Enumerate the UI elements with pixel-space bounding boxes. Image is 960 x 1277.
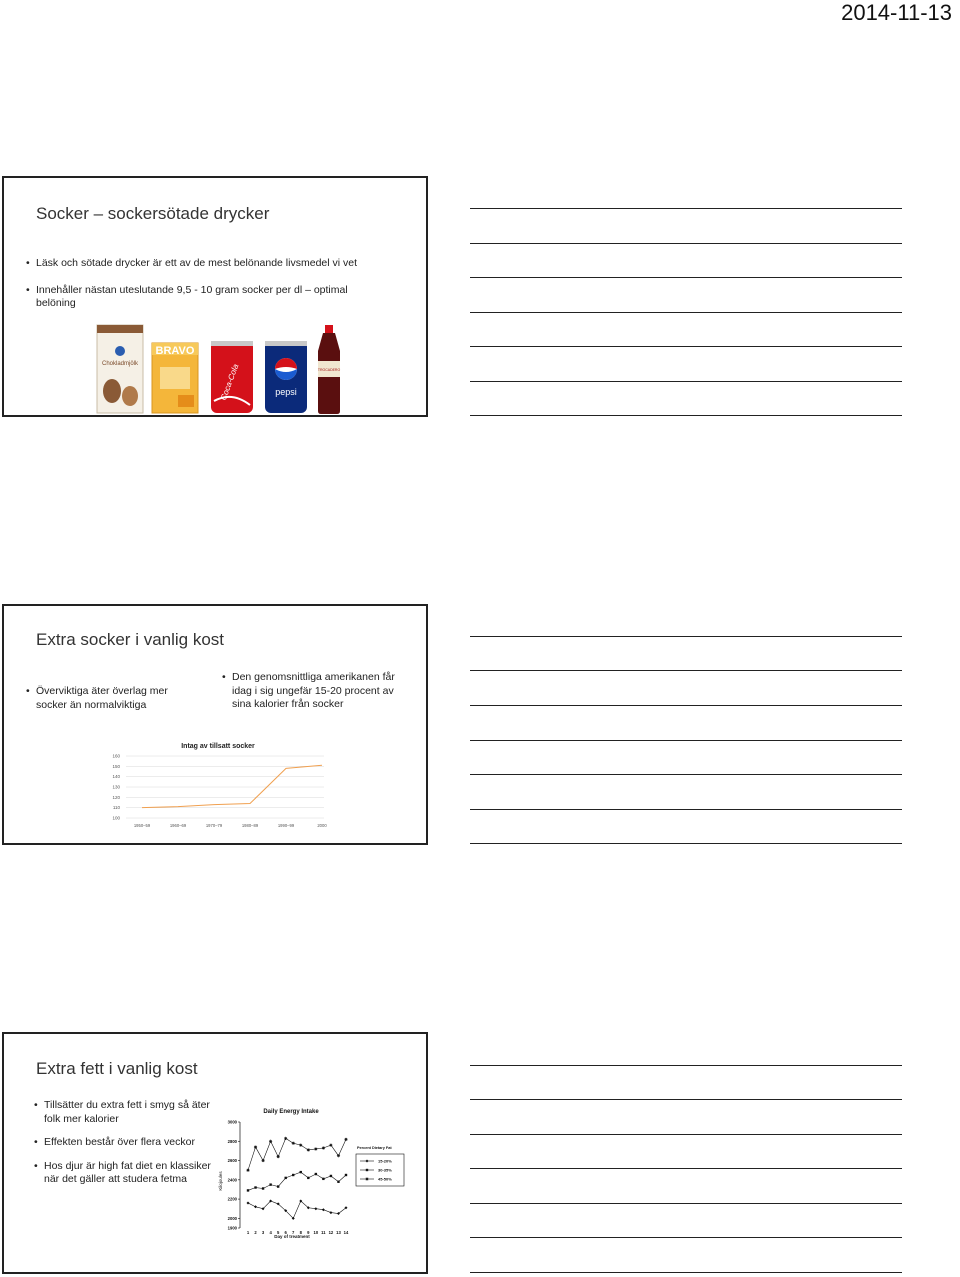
y-tick-label: 160	[112, 753, 120, 759]
chart-x-label: Day of treatment	[274, 1234, 310, 1239]
data-point	[284, 1137, 287, 1140]
y-tick-label: 130	[112, 784, 120, 790]
slide-3-bullet: • Hos djur är high fat diet en klassiker när det gäller att studera fetma	[34, 1160, 214, 1187]
chart-title: Intag av tillsatt socker	[181, 743, 255, 750]
data-point	[277, 1185, 279, 1187]
x-tick-label: 1	[246, 1230, 250, 1235]
data-point	[307, 1148, 310, 1151]
slide-1-bullet: • Läsk och sötade drycker är ett av de mest belönande livsmedel vi vet	[26, 257, 386, 271]
note-line	[470, 1272, 902, 1273]
y-tick-label: 150	[112, 763, 120, 769]
data-point	[337, 1154, 340, 1157]
note-line	[470, 1203, 902, 1204]
slide-3	[2, 1032, 428, 1274]
product-label-pepsi: pepsi	[275, 387, 297, 397]
data-point	[329, 1211, 332, 1214]
x-tick-label: 1950–59	[133, 823, 151, 828]
chart-series	[246, 1137, 347, 1220]
chart-legend	[356, 1146, 404, 1186]
data-point	[300, 1171, 302, 1173]
product-label-bravo: BRAVO	[155, 345, 195, 357]
x-tick-label: 1970–79	[205, 823, 223, 828]
slide-1	[2, 176, 428, 417]
y-tick-label: 110	[112, 805, 120, 811]
x-tick-label: 1980–89	[241, 823, 259, 828]
product-label-trocadero: TROCADERO	[317, 368, 341, 372]
slide-2-left-bullets	[26, 685, 196, 725]
note-line	[470, 381, 902, 382]
y-tick-label: 2200	[227, 1196, 237, 1202]
data-point	[344, 1138, 347, 1141]
legend-label: 15-20%	[378, 1158, 392, 1164]
note-line	[470, 843, 902, 844]
note-line	[470, 312, 902, 313]
data-point	[330, 1175, 332, 1177]
x-tick-label: 10	[313, 1230, 319, 1235]
note-line	[470, 809, 902, 810]
legend-entries	[360, 1159, 392, 1182]
legend-title: Percent Dietary Fat	[357, 1146, 392, 1150]
data-point	[254, 1145, 257, 1148]
data-point	[292, 1174, 294, 1176]
y-tick-label: 1900	[227, 1225, 237, 1231]
note-line	[470, 277, 902, 278]
data-point	[322, 1146, 325, 1149]
slide-2-title: Extra socker i vanlig kost	[36, 630, 225, 649]
legend-label: 30-35%	[378, 1167, 392, 1173]
y-tick-label: 2800	[227, 1138, 237, 1144]
note-line	[470, 243, 902, 244]
slide-3-bullet: • Tillsätter du extra fett i smyg så äter folk mer kalorier	[34, 1099, 214, 1126]
y-tick-label: 2600	[227, 1158, 237, 1164]
data-point	[262, 1187, 264, 1189]
chart-series-line	[142, 765, 322, 807]
data-point	[315, 1173, 317, 1175]
product-coca-cola	[211, 341, 253, 413]
chart-x-ticks	[134, 823, 327, 828]
chart-y-ticks	[112, 754, 120, 821]
slide-2-bullet: • Den genomsnittliga amerikanen får idag i sig ungefär 15-20 procent av sina kalorier från socker	[222, 671, 402, 712]
header-date: 2014-11-13	[841, 0, 952, 25]
chart-title: Daily Energy Intake	[263, 1109, 319, 1115]
x-tick-label: 12	[328, 1230, 334, 1235]
chart-y-label: Kilojoules	[218, 1171, 223, 1191]
note-line	[470, 1065, 902, 1066]
data-point	[322, 1178, 324, 1180]
data-point	[329, 1144, 332, 1147]
data-point	[337, 1181, 339, 1183]
note-line	[470, 1134, 902, 1135]
product-chokladmjolk	[97, 325, 143, 413]
product-pepsi	[265, 341, 307, 413]
data-point	[292, 1142, 295, 1145]
legend-marker	[366, 1160, 369, 1163]
x-tick-label: 2000	[317, 823, 327, 828]
data-point	[284, 1177, 286, 1179]
data-point	[299, 1144, 302, 1147]
data-point	[246, 1169, 249, 1172]
note-line	[470, 346, 902, 347]
data-point	[269, 1183, 271, 1185]
chart-axes	[228, 1120, 349, 1236]
note-line	[470, 208, 902, 209]
x-tick-label: 4	[269, 1230, 272, 1235]
slide-2-right-bullets	[222, 671, 402, 725]
note-line	[470, 1099, 902, 1100]
y-tick-label: 120	[112, 794, 120, 800]
data-point	[269, 1140, 272, 1143]
note-line	[470, 1168, 902, 1169]
x-tick-label: 1990–99	[277, 823, 295, 828]
x-tick-label: 9	[307, 1230, 310, 1235]
y-tick-label: 2400	[227, 1177, 237, 1183]
product-trocadero	[318, 325, 341, 414]
note-line	[470, 740, 902, 741]
data-point	[254, 1186, 256, 1188]
note-line	[470, 415, 902, 416]
data-point	[254, 1205, 257, 1208]
slide-1-title: Socker – sockersötade drycker	[36, 204, 270, 223]
product-bravo	[152, 343, 198, 413]
note-line	[470, 705, 902, 706]
data-point	[307, 1177, 309, 1179]
x-tick-label: 7	[292, 1230, 295, 1235]
series-line	[248, 1138, 346, 1170]
data-point	[247, 1189, 249, 1191]
x-tick-label: 8	[299, 1230, 302, 1235]
legend-label: 45-50%	[378, 1176, 392, 1182]
sugar-intake-chart	[104, 736, 334, 831]
x-tick-label: 13	[336, 1230, 341, 1235]
slide-3-bullets	[34, 1099, 214, 1200]
slide-1-bullets	[26, 257, 386, 324]
data-point	[314, 1147, 317, 1150]
slide-3-bullet: • Effekten består över flera veckor	[34, 1136, 214, 1150]
y-tick-label: 100	[112, 815, 120, 821]
data-point	[345, 1174, 347, 1176]
data-point	[247, 1201, 250, 1204]
y-tick-label: 3000	[227, 1119, 237, 1125]
note-line	[470, 1237, 902, 1238]
energy-intake-chart	[216, 1106, 416, 1242]
x-tick-label: 1960–69	[169, 823, 187, 828]
drink-products-image	[94, 321, 354, 416]
y-tick-label: 2000	[227, 1215, 237, 1221]
x-tick-label: 5	[276, 1230, 280, 1235]
x-tick-label: 14	[343, 1230, 349, 1235]
x-tick-label: 3	[261, 1230, 265, 1235]
legend-marker	[365, 1177, 368, 1180]
product-label-chokladmjolk: Chokladmjölk	[101, 361, 139, 367]
note-line	[470, 670, 902, 671]
data-point	[322, 1208, 325, 1211]
y-tick-label: 140	[112, 774, 120, 780]
slide-2	[2, 604, 428, 845]
slide-1-bullet: • Innehåller nästan uteslutande 9,5 - 10 gram socker per dl – optimal belöning	[26, 284, 386, 311]
data-point	[261, 1159, 264, 1162]
product-label-coca-cola: Coca-Cola	[218, 362, 241, 402]
note-line	[470, 774, 902, 775]
x-tick-label: 11	[321, 1230, 326, 1235]
x-tick-label: 2	[254, 1230, 257, 1235]
note-line	[470, 636, 902, 637]
legend-marker	[366, 1169, 368, 1171]
data-point	[314, 1207, 317, 1210]
slide-2-bullet: • Överviktiga äter överlag mer socker än normalviktiga	[26, 685, 196, 712]
x-tick-label: 6	[284, 1230, 287, 1235]
chart-grid	[126, 756, 324, 818]
slide-3-title: Extra fett i vanlig kost	[36, 1059, 198, 1078]
data-point	[277, 1155, 280, 1158]
